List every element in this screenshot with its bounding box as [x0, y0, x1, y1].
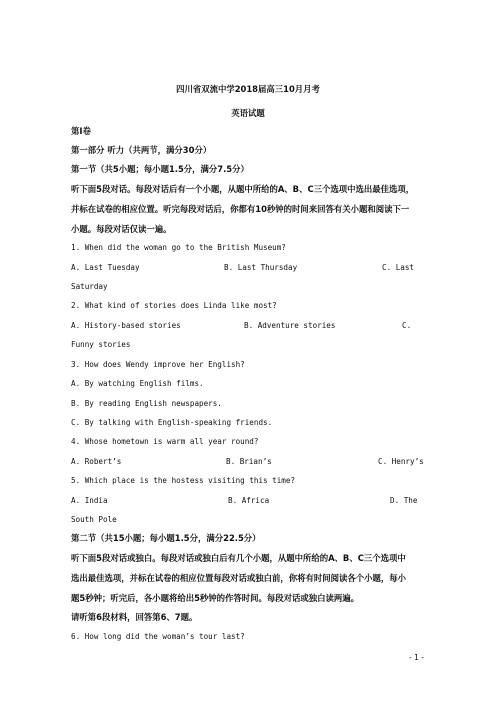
question-2-options — [71, 320, 426, 331]
question-2: 2. What kind of stories does Linda like most? — [71, 301, 277, 310]
option-b: B. Africa — [228, 496, 270, 505]
option-c-continued: Saturday — [71, 282, 108, 291]
question-5-options — [71, 495, 426, 506]
question-4: 4. Whose hometown is warm all year round? — [71, 437, 259, 446]
option-b: B. By reading English newspapers. — [71, 399, 222, 408]
section1-instruction-line: 并标在试卷的相应位置。听完每段对话后，你都有10秒钟的时间来回答有关小题和阅读下一 — [71, 204, 410, 214]
section2-instruction-line: 选出最佳选项，并标在试卷的相应位置每段对话或独白前，你将有时间阅读各个小题，每小 — [71, 573, 406, 583]
option-c-continued: South Pole — [71, 515, 117, 524]
section1-heading: 第一节（共5小题；每小题1.5分，满分7.5分） — [71, 164, 249, 174]
option-c: C. Last — [382, 263, 415, 272]
part1-heading: 第一部分 听力（共两节，满分30分） — [71, 145, 212, 155]
option-a: A. By watching English films. — [71, 379, 204, 388]
question-5: 5. Which place is the hostess visiting this time? — [71, 476, 296, 485]
section1-instruction-line: 听下面5段对话。每段对话后有一个小题，从题中所给的A、B、C三个选项中选出最佳选项， — [71, 184, 415, 194]
material-6-heading: 请听第6段材料，回答第6、7题。 — [71, 612, 198, 622]
option-c: D. The — [390, 496, 418, 505]
option-c: C. By talking with English-speaking friends. — [71, 418, 273, 427]
option-a: A. Last Tuesday — [71, 263, 140, 272]
option-c: C. Henry’s — [378, 457, 424, 466]
option-a: A. History-based stories — [71, 321, 181, 330]
page-number: - 1 - — [409, 653, 424, 662]
section2-instruction-line: 听下面5段对话或独白。每段对话或独白后有几个小题，从题中所给的A、B、C三个选项中 — [71, 553, 406, 563]
option-a: A. Robert’s — [71, 457, 122, 466]
section2-instruction-line: 题5秒钟；听完后，各小题将给出5秒钟的作答时间。每段对话或独白读两遍。 — [71, 593, 360, 603]
section2-heading: 第二节（共15小题；每小题1.5分，满分22.5分） — [71, 533, 261, 543]
option-b: B. Last Thursday — [224, 263, 298, 272]
option-b: B. Brian’s — [226, 457, 272, 466]
option-c: C. — [402, 321, 412, 330]
question-4-options — [71, 456, 426, 467]
option-b: B. Adventure stories — [244, 321, 336, 330]
exam-subtitle: 英语试题 — [231, 108, 265, 118]
option-a: A. India — [71, 496, 108, 505]
question-1: 1. When did the woman go to the British Museum? — [71, 243, 286, 252]
section1-instruction-line: 小题。每段对话仅读一遍。 — [71, 224, 172, 234]
option-c-continued: Funny stories — [71, 340, 131, 349]
exam-title: 四川省双流中学2018届高三10月月考 — [176, 84, 320, 94]
question-1-options — [71, 262, 426, 273]
question-3: 3. How does Wendy improve her English? — [71, 360, 245, 369]
question-6: 6. How long did the woman’s tour last? — [71, 632, 245, 641]
volume-heading: 第I卷 — [71, 126, 91, 136]
